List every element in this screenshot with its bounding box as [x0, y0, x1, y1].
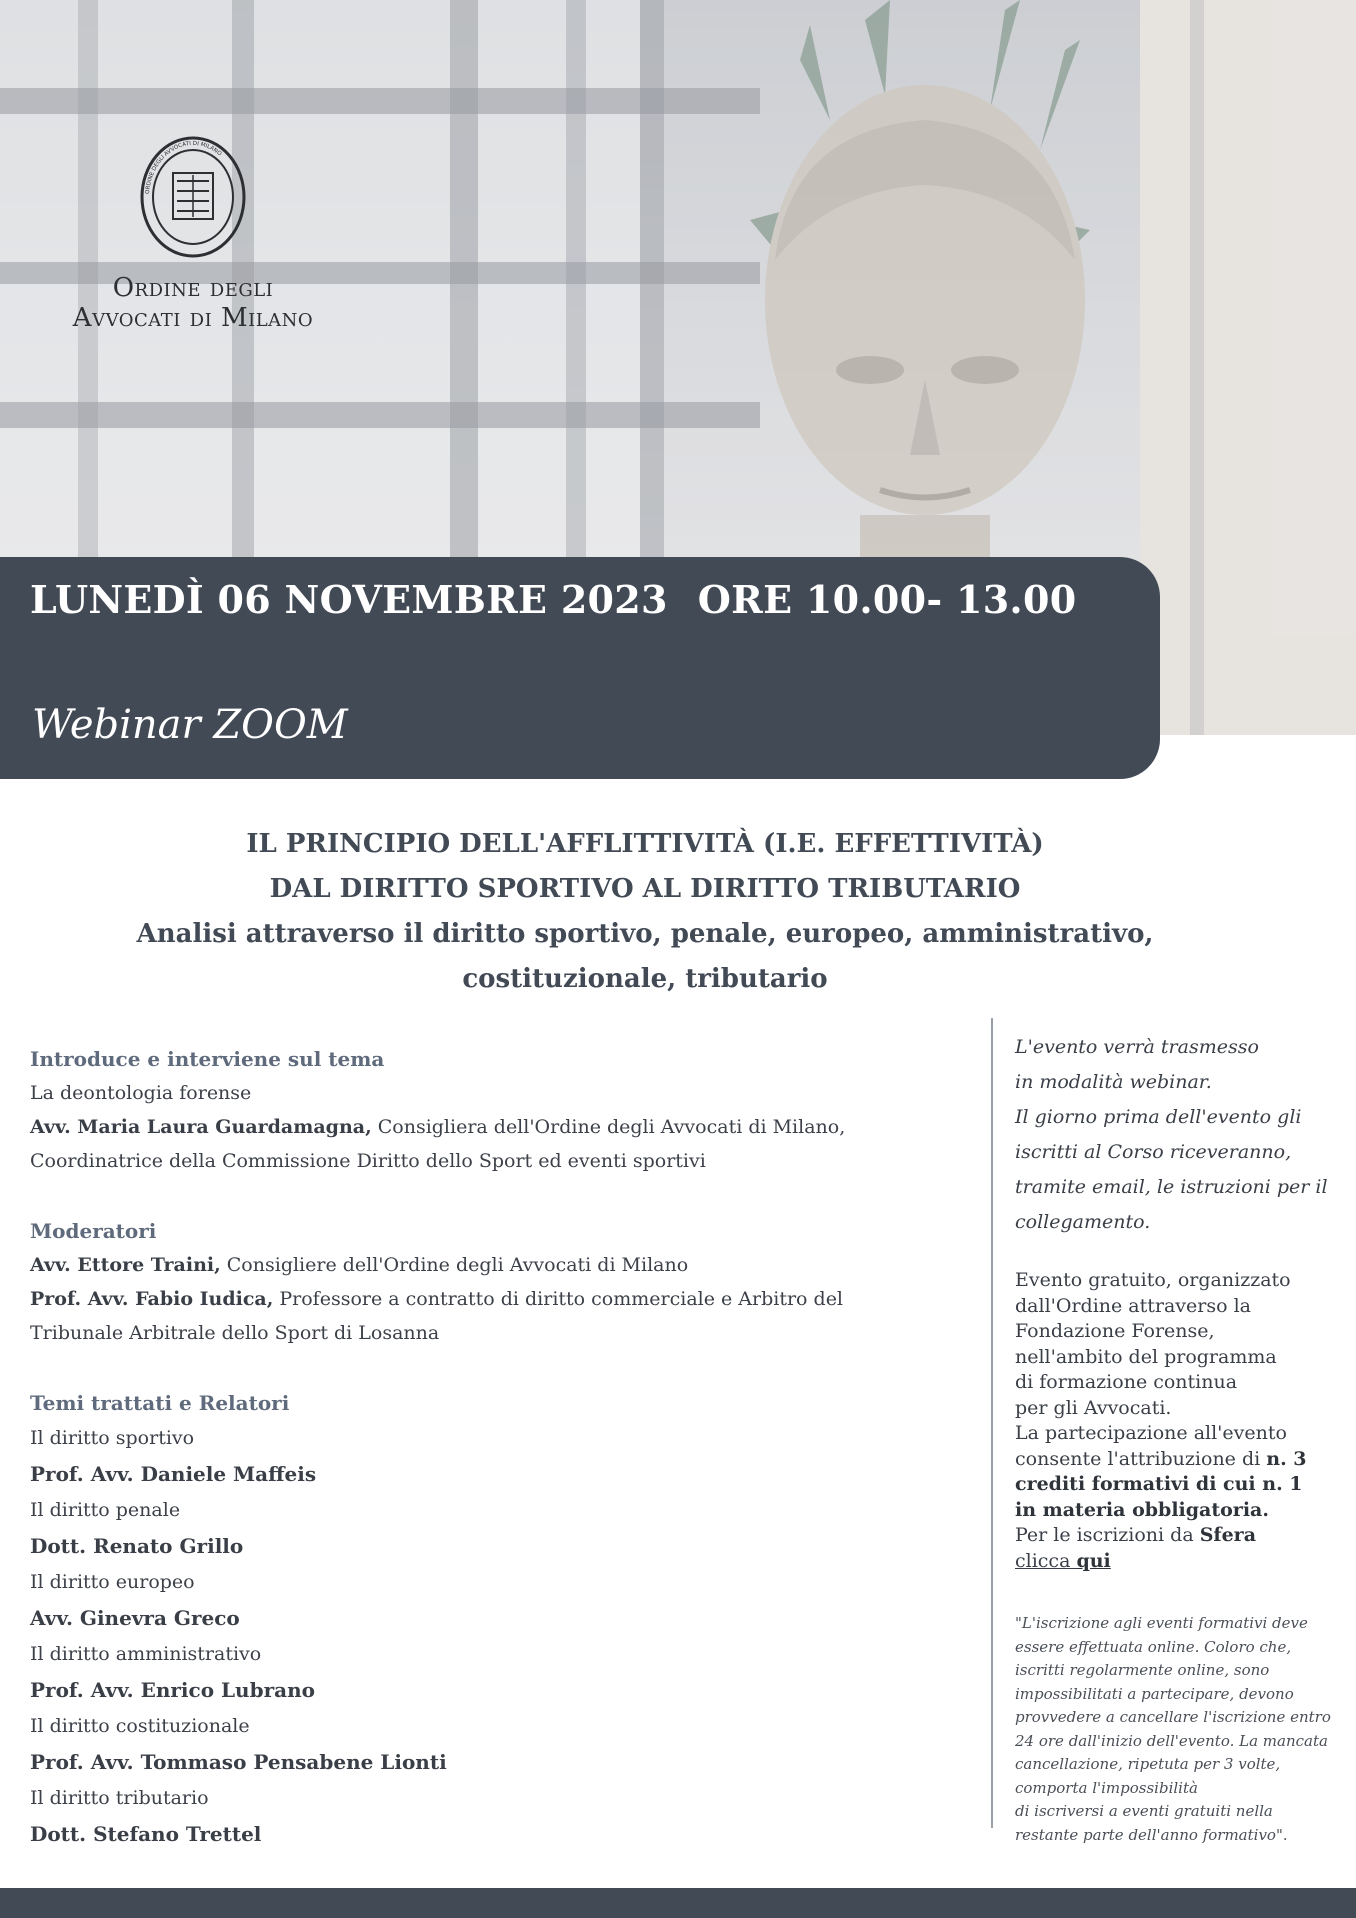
seal-icon: [139, 135, 247, 259]
cancellation-note: [1015, 1612, 1335, 1847]
note-line: comporta l'impossibilità: [1015, 1778, 1198, 1797]
svg-text:ORDINE DEGLI AVVOCATI DI MILAN: ORDINE DEGLI AVVOCATI DI MILANO: [145, 140, 223, 195]
organization-info: [1015, 1268, 1335, 1574]
topic-item: Il diritto penale: [30, 1499, 181, 1521]
org-line: nell'ambito del programma: [1015, 1345, 1277, 1368]
topic-speaker: Dott. Renato Grillo: [30, 1534, 244, 1558]
topic-item: Il diritto europeo: [30, 1571, 195, 1593]
register-platform: Sfera: [1199, 1524, 1257, 1546]
event-format: Webinar ZOOM: [32, 702, 348, 748]
info-line: in modalità webinar.: [1015, 1071, 1212, 1093]
credits-detail: crediti formativi di cui n. 1: [1015, 1473, 1303, 1495]
organization-logo: [48, 135, 338, 333]
note-line: 24 ore dall'inizio dell'evento. La mancata: [1015, 1731, 1328, 1750]
topics-heading: Temi trattati e Relatori: [30, 1391, 290, 1415]
org-line: Evento gratuito, organizzato: [1015, 1269, 1291, 1291]
credits-line-2: [1015, 1447, 1335, 1473]
webinar-info: [1015, 1030, 1335, 1240]
intro-speaker-role: Consigliera dell'Ordine degli Avvocati di Milano,: [371, 1116, 846, 1138]
topic-speaker: Avv. Ginevra Greco: [30, 1606, 240, 1630]
intro-heading: Introduce e interviene sul tema: [30, 1047, 385, 1071]
note-line: provvedere a cancellare l'iscrizione entro: [1015, 1708, 1331, 1726]
register-link-text[interactable]: clicca: [1015, 1549, 1077, 1572]
title-line-1: IL PRINCIPIO DELL'AFFLITTIVITÀ (I.E. EFFETTIVITÀ): [246, 829, 1044, 859]
org-name-line1: Ordine degli: [112, 273, 274, 303]
topic-speaker: Prof. Avv. Daniele Maffeis: [30, 1462, 317, 1486]
note-line: "L'iscrizione agli eventi formativi deve: [1015, 1614, 1308, 1632]
note-line: restante parte dell'anno formativo".: [1015, 1825, 1288, 1844]
credits-mandatory: in materia obbligatoria.: [1015, 1498, 1269, 1521]
info-sidebar: [1015, 1030, 1335, 1847]
moderator-1-role: Consigliere dell'Ordine degli Avvocati di Milano: [220, 1254, 689, 1276]
credits-line-3: [1015, 1472, 1335, 1498]
note-line: cancellazione, ripetuta per 3 volte,: [1015, 1755, 1281, 1773]
topic-item: Il diritto sportivo: [30, 1427, 195, 1449]
note-line: essere effettuata online. Coloro che,: [1015, 1637, 1292, 1656]
event-date: LUNEDÌ 06 NOVEMBRE 2023: [30, 577, 668, 622]
intro-speaker: [30, 1110, 970, 1144]
note-line: impossibilitati a partecipare, devono: [1015, 1684, 1294, 1703]
title-line-2: DAL DIRITTO SPORTIVO AL DIRITTO TRIBUTARIO: [269, 874, 1021, 904]
footer-bar: [0, 1888, 1356, 1918]
info-line: iscritti al Corso riceveranno,: [1015, 1141, 1292, 1163]
info-line: L'evento verrà trasmesso: [1015, 1036, 1259, 1058]
intro-speaker-role-2: Coordinatrice della Commissione Diritto dello Sport ed eventi sportivi: [30, 1150, 706, 1172]
topic-speaker: Prof. Avv. Enrico Lubrano: [30, 1678, 315, 1702]
event-title-block: [80, 822, 1210, 1002]
moderator-2-name: Prof. Avv. Fabio Iudica,: [30, 1288, 274, 1310]
moderator-2: [30, 1282, 970, 1316]
event-time: ORE 10.00- 13.00: [697, 577, 1077, 622]
register-pre: Per le iscrizioni da: [1015, 1524, 1200, 1546]
intro-topic: La deontologia forense: [30, 1082, 252, 1104]
credits-line-4: [1015, 1498, 1335, 1524]
info-line: collegamento.: [1015, 1211, 1151, 1233]
credits-pre: consente l'attribuzione di: [1015, 1447, 1267, 1470]
topic-speaker: Prof. Avv. Tommaso Pensabene Lionti: [30, 1750, 447, 1774]
topic-item: Il diritto costituzionale: [30, 1715, 250, 1737]
org-line: dall'Ordine attraverso la: [1015, 1294, 1251, 1317]
register-link[interactable]: [1015, 1549, 1335, 1575]
register-line: [1015, 1523, 1335, 1549]
info-line: tramite email, le istruzioni per il: [1015, 1176, 1328, 1198]
program-column: [30, 1042, 970, 1852]
moderator-1-name: Avv. Ettore Traini,: [30, 1254, 221, 1276]
moderator-2-role-2: Tribunale Arbitrale dello Sport di Losanna: [30, 1322, 440, 1344]
register-link-qui[interactable]: qui: [1076, 1549, 1111, 1572]
note-line: iscritti regolarmente online, sono: [1015, 1661, 1270, 1679]
subtitle-line-2: costituzionale, tributario: [462, 964, 828, 994]
credits-count: n. 3: [1266, 1447, 1307, 1470]
subtitle-line-1: Analisi attraverso il diritto sportivo, penale, europeo, amministrativo,: [136, 919, 1154, 949]
column-divider: [991, 1018, 993, 1828]
intro-speaker-name: Avv. Maria Laura Guardamagna,: [30, 1116, 372, 1138]
org-line: per gli Avvocati.: [1015, 1396, 1172, 1419]
moderator-1: [30, 1248, 970, 1282]
info-line: Il giorno prima dell'evento gli: [1015, 1106, 1302, 1128]
topic-speaker: Dott. Stefano Trettel: [30, 1822, 262, 1846]
moderator-2-role: Professore a contratto di diritto commerciale e Arbitro del: [273, 1288, 844, 1310]
org-line: Fondazione Forense,: [1015, 1320, 1215, 1342]
credits-line-1: La partecipazione all'evento: [1015, 1422, 1287, 1444]
event-info-panel: [0, 557, 1160, 779]
topic-item: Il diritto tributario: [30, 1787, 209, 1809]
org-line: di formazione continua: [1015, 1371, 1238, 1393]
note-line: di iscriversi a eventi gratuiti nella: [1015, 1802, 1273, 1820]
topic-item: Il diritto amministrativo: [30, 1643, 262, 1665]
org-name-line2: Avvocati di Milano: [72, 303, 314, 333]
event-datetime: [30, 577, 1076, 622]
moderators-heading: Moderatori: [30, 1219, 157, 1243]
